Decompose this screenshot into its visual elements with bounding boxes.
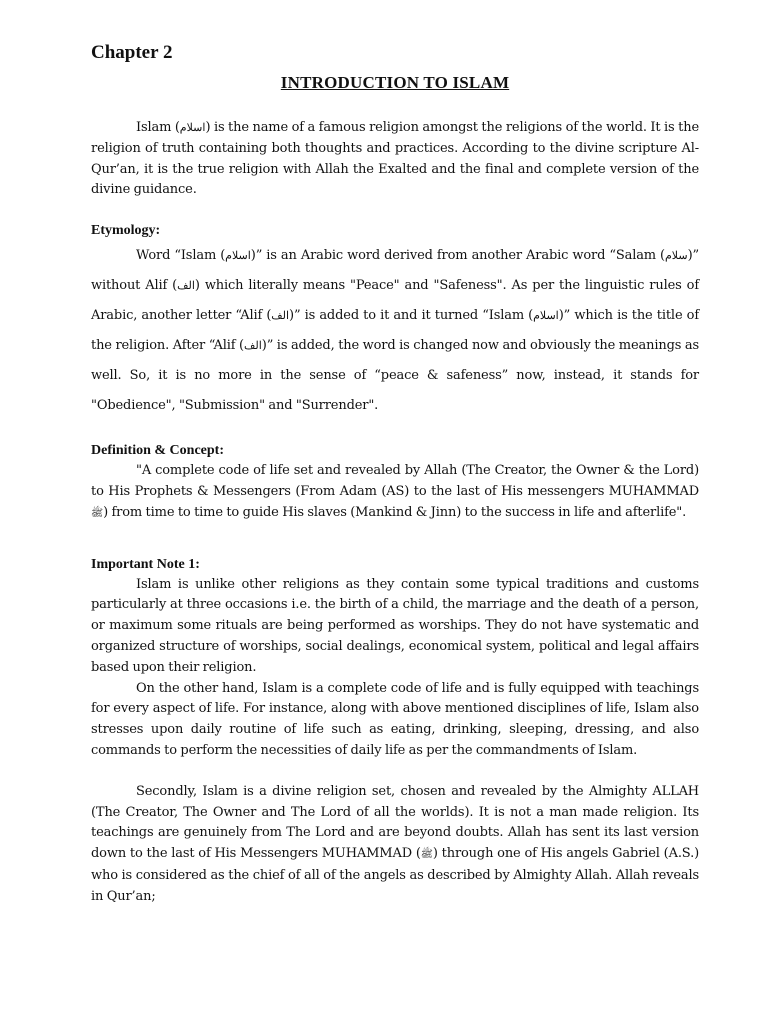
note1-paragraph-2: On the other hand, Islam is a complete code of life and is fully equipped with teachings for every aspect of life. For instance, along with above mentioned disciplines of life, Islam also stresses upon daily routine of life such as eating, drinking, sleeping, dressing, and also commands to perform the necessities of daily life as per the commandments of Islam. [91,680,699,758]
document-page [91,40,699,908]
etymology-text-7: )” is added, the word is changed now and obviously the meanings as well. So, it is no more in the sense of “peace & safeness” now, instead, it stands for "Obedience", "Submission" and "Surrender". [91,338,699,414]
intro-paragraph [91,118,699,201]
definition-paragraph [91,461,699,524]
note1-text-3a: Secondly, Islam is a divine religion set, chosen and revealed by the Almighty ALLAH (The Creator, The Owner and The Lord of all the worlds). It is not a man made religion. Its teachings are genuinely from The Lord and are beyond doubts. Allah has sent its last version down to the last of His Messengers MUHAMMAD ( [91,783,699,862]
etymology-section [91,241,699,421]
etymology-heading: Etymology: [91,223,161,239]
salawat-symbol: ﷺ [91,507,104,519]
definition-text-1: "A complete code of life set and revealed by Allah (The Creator, the Owner & the Lord) to His Prophets & Messengers (From Adam (AS) to the last of His messengers MUHAMMAD [91,463,699,499]
definition-heading: Definition & Concept: [91,443,224,459]
etymology-text-2: )” is an Arabic word derived from another Arabic word “Salam ( [250,248,665,264]
arabic-alif: الف [177,279,195,293]
page-title: INTRODUCTION TO ISLAM [280,73,510,92]
arabic-alif: الف [271,309,290,323]
chapter-label: Chapter 2 [91,42,173,63]
arabic-islam: اسلام [225,249,251,263]
note1-heading: Important Note 1: [91,556,200,572]
note1-paragraph-3 [91,782,699,908]
arabic-islam: اسلام [533,309,559,323]
intro-text-2: ) is the name of a famous religion amongst the religions of the world. It is the religion of truth containing both thoughts and practices. According to the divine scripture Al-Qur’an, it is the true religion with Allah the Exalted and the final and complete version of the divine guidance. [91,120,699,198]
etymology-text-3: )” without Alif ( [91,248,699,294]
note1-paragraph-1: Islam is unlike other religions as they contain some typical traditions and customs particularly at three occasions i.e. the birth of a child, the marriage and the death of a person, or maximum some rituals are being performed as worships. They do not have systematic and organized structure of worships, social dealings, economical system, political and legal affairs based upon their religion. [91,576,699,675]
intro-text-1: Islam ( [136,120,180,135]
salawat-symbol: ﷺ [420,849,433,861]
definition-text-2: ) from time to time to guide His slaves (Mankind & Jinn) to the success in life and afterlife". [103,504,687,520]
etymology-text-6: )” which is the title of the religion. After “Alif ( [91,308,699,354]
note1-text-3b: ) through one of His angels Gabriel (A.S.) who is considered as the chief of all of the angels as described by Almighty Allah. Allah reveals in Qur’an; [91,846,699,904]
etymology-text-4: ) which literally means "Peace" and "Safeness". As per the linguistic rules of Arabic, another letter “Alif ( [91,278,699,324]
etymology-text-5: )” is added to it and it turned “Islam ( [289,308,534,324]
arabic-salam: سلام [664,249,688,263]
etymology-paragraph [91,241,699,421]
arabic-islam: اسلام [179,121,206,134]
arabic-alif: الف [243,339,262,353]
etymology-text-1: Word “Islam ( [136,248,226,264]
